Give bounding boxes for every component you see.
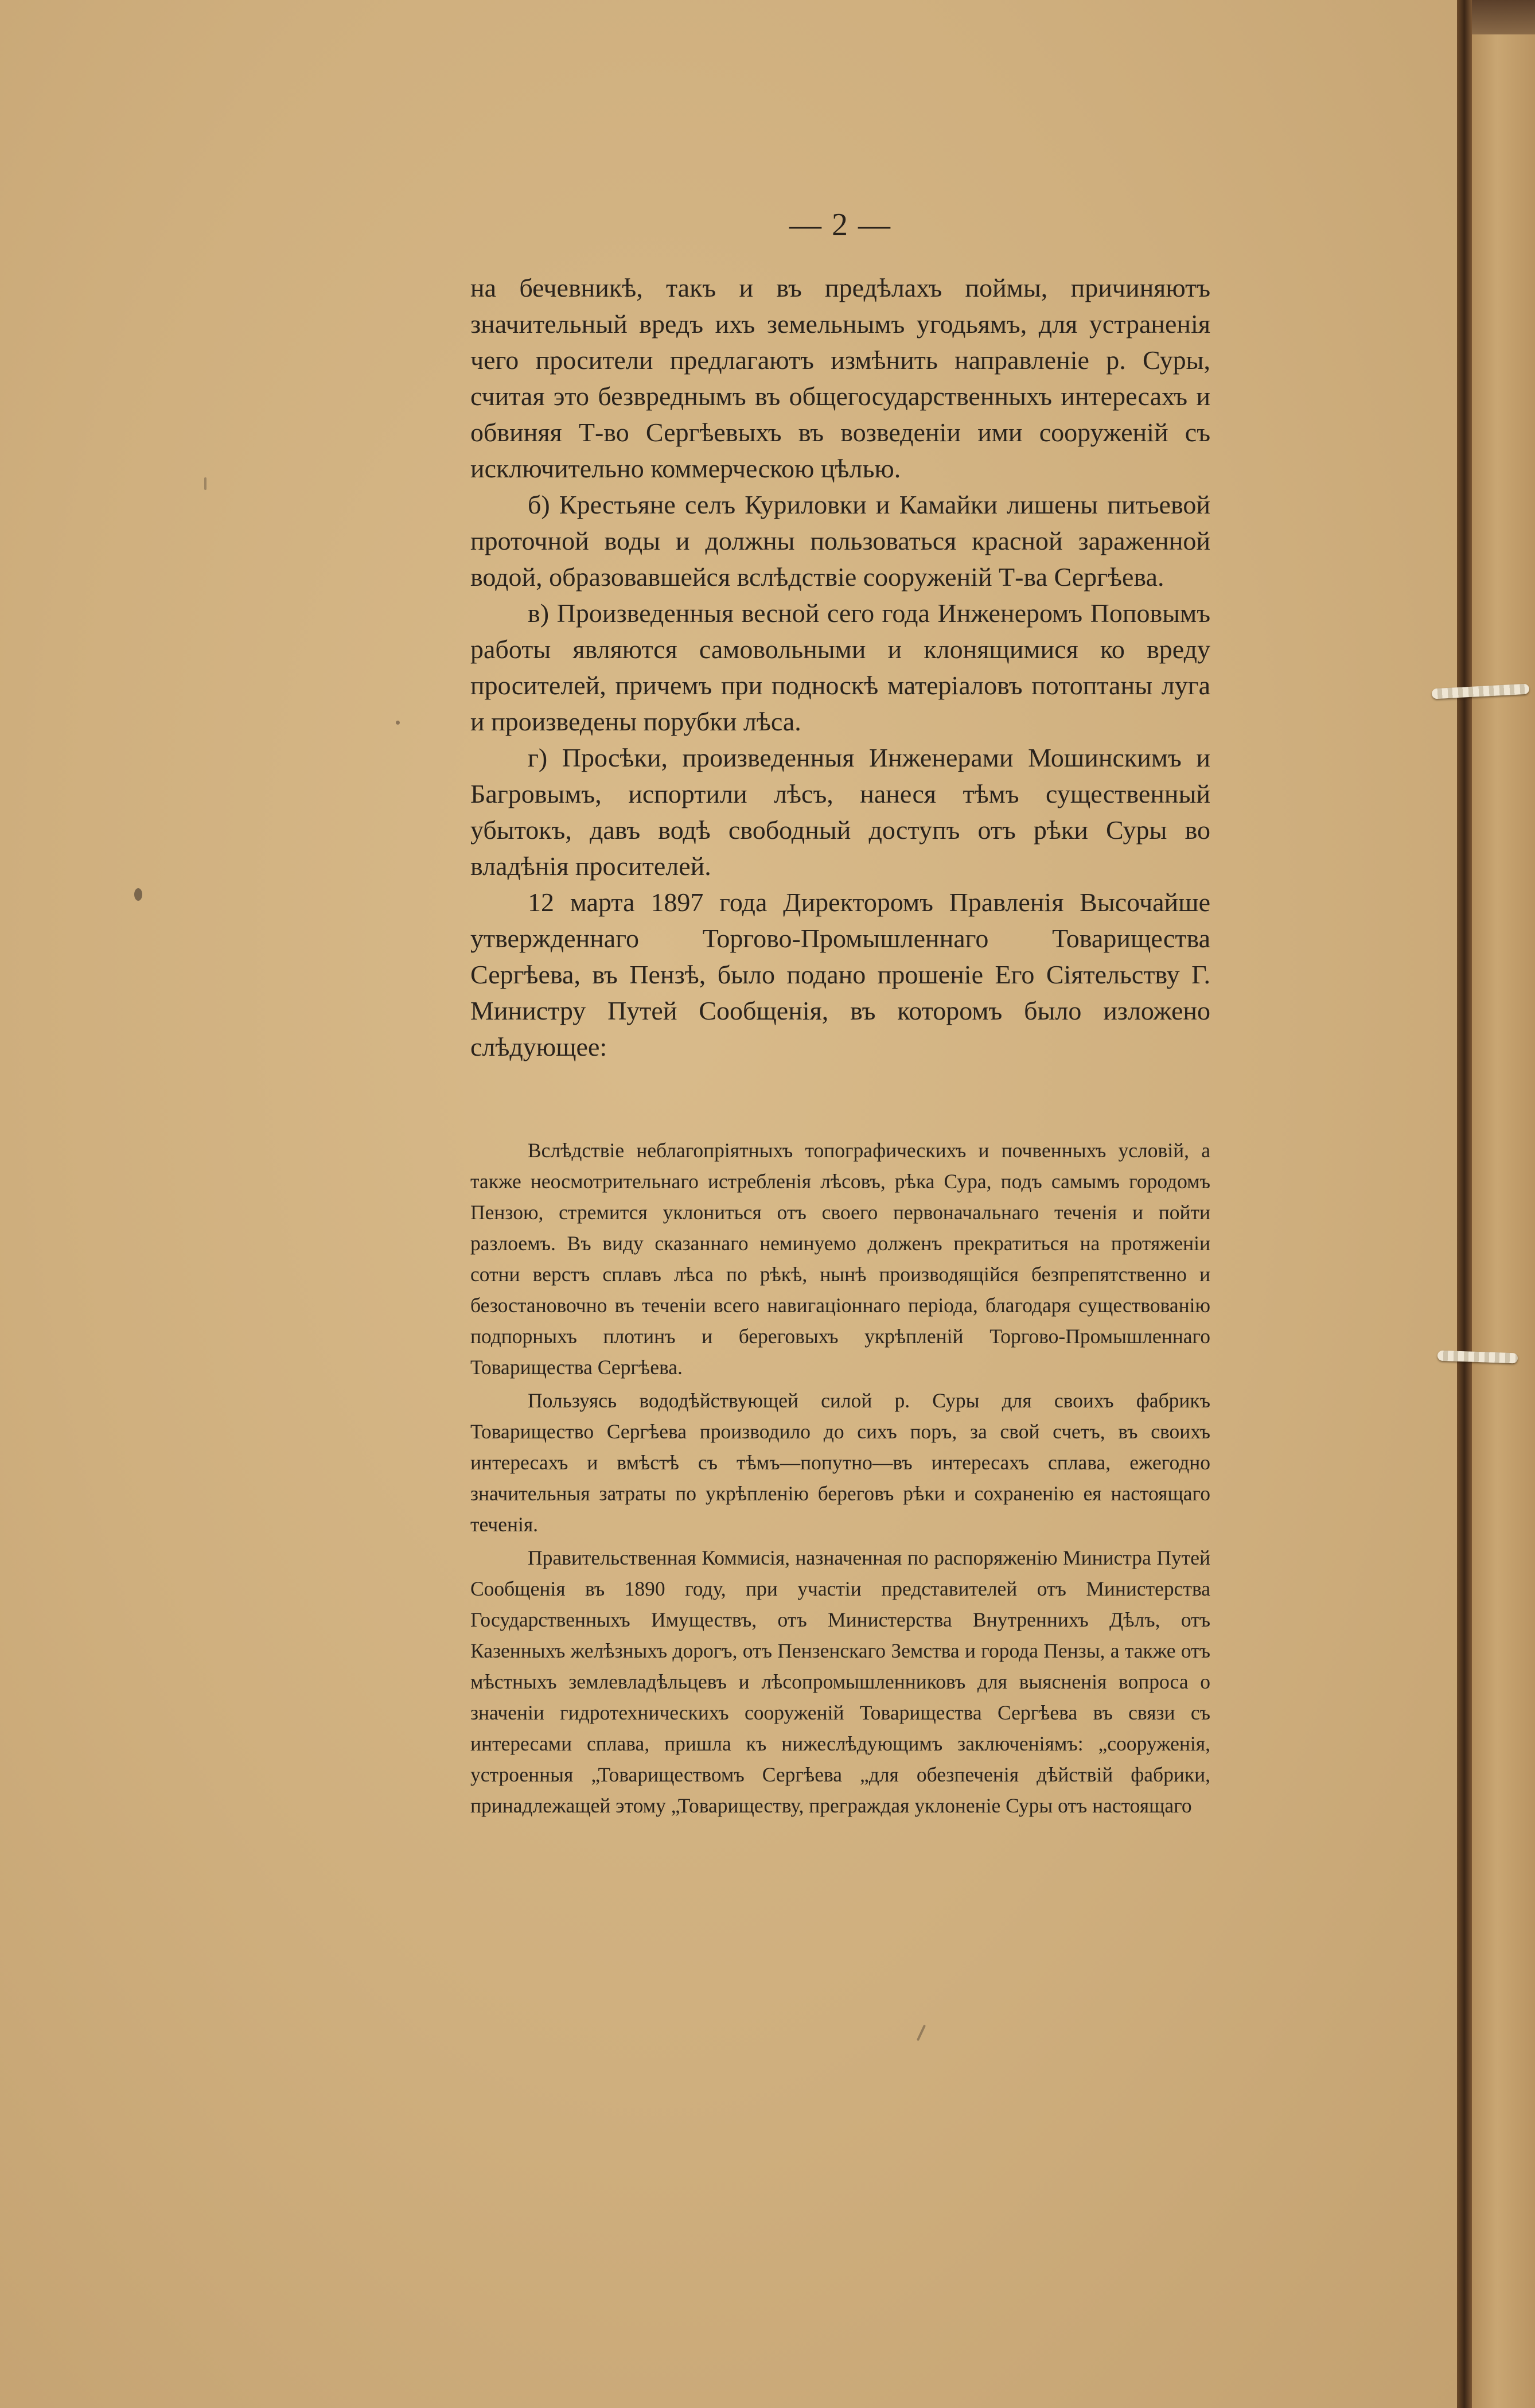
- cover-edge: [1472, 0, 1535, 34]
- paragraph-item-g: г) Просѣки, произведенныя Инженерами Мошинскимъ и Багровымъ, испортили лѣсъ, нанеся тѣмъ существенный убытокъ, давъ водѣ свободный доступъ отъ рѣки Суры во владѣнія просителей.: [470, 743, 1210, 881]
- paragraph-petition: 12 марта 1897 года Директоромъ Правленія Высочайше утвержденнаго Торгово-Промышленнаго Товарищества Сергѣева, въ Пензѣ, было подано прошеніе Его Сіятельству Г. Министру Путей Сообщенія, въ которомъ было изложено слѣдующее:: [470, 888, 1210, 1061]
- page-number: — 2 —: [789, 207, 891, 243]
- main-text-block: [470, 270, 1210, 1065]
- paragraph-continuation: на бечевникѣ, такъ и въ предѣлахъ поймы, причиняютъ значительный вредъ ихъ земельнымъ угодьямъ, для устраненія чего просители предлагаютъ измѣнить направленіе р. Суры, считая это безвреднымъ въ общегосударственныхъ интересахъ и обвиняя Т-во Сергѣевыхъ въ возведеніи ими сооруженій съ исключительно коммерческою цѣлью.: [470, 273, 1210, 483]
- quoted-paragraph: Правительственная Коммисія, назначенная по распоряженію Министра Путей Сообщенія въ 1890 году, при участіи представителей отъ Министерства Государственныхъ Имуществъ, отъ Министерства Внутреннихъ Дѣлъ, отъ Казенныхъ желѣзныхъ дорогъ, отъ Пензенскаго Земства и города Пензы, а также отъ мѣстныхъ землевладѣльцевъ и лѣсопромышленниковъ для выясненія вопроса о значеніи гидротехническихъ сооруженій Товарищества Сергѣева въ связи съ интересами сплава, пришла къ нижеслѣдующимъ заключеніямъ: „сооруженія, устроенныя „Товариществомъ Сергѣева „для обезпеченія дѣйствій фабрики, принадлежащей этому „Товариществу, преграждая уклоненіе Суры отъ настоящаго: [470, 1546, 1210, 1817]
- quoted-petition-block: [470, 1135, 1210, 1823]
- paragraph-item-v: в) Произведенныя весной сего года Инженеромъ Поповымъ работы являются самовольными и клонящимися ко вреду просителей, причемъ при подноскѣ матеріаловъ потоптаны луга и произведены порубки лѣса.: [470, 598, 1210, 736]
- paragraph-item-b: б) Крестьяне селъ Куриловки и Камайки лишены питьевой проточной воды и должны пользоваться красной зараженной водой, образовавшейся вслѣдствіе сооруженій Т-ва Сергѣева.: [470, 490, 1210, 592]
- paper-speck: [396, 721, 400, 725]
- backing-sheet: [1472, 0, 1535, 2408]
- binding-spine: [1457, 0, 1472, 2408]
- paper-mark: [204, 477, 207, 490]
- ink-blot: [134, 888, 142, 901]
- quoted-paragraph: Пользуясь вододѣйствующей силой р. Суры для своихъ фабрикъ Товарищество Сергѣева производило до сихъ поръ, за свой счетъ, въ своихъ интересахъ и вмѣстѣ съ тѣмъ—попутно—въ интересахъ сплава, ежегодно значительныя затраты по укрѣпленію береговъ рѣки и сохраненію ея настоящаго теченія.: [470, 1389, 1210, 1536]
- quoted-paragraph: Вслѣдствіе неблагопріятныхъ топографическихъ и почвенныхъ условій, а также неосмотрительнаго истребленія лѣсовъ, рѣка Сура, подъ самымъ городомъ Пензою, стремится уклониться отъ своего первоначальнаго теченія и пойти разлоемъ. Въ виду сказаннаго неминуемо долженъ прекратиться на протяженіи сотни верстъ сплавъ лѣса по рѣкѣ, нынѣ производящійся безпрепятственно и безостановочно въ теченіи всего навигаціоннаго періода, благодаря существованію подпорныхъ плотинъ и береговыхъ укрѣпленій Торгово-Промышленнаго Товарищества Сергѣева.: [470, 1139, 1210, 1379]
